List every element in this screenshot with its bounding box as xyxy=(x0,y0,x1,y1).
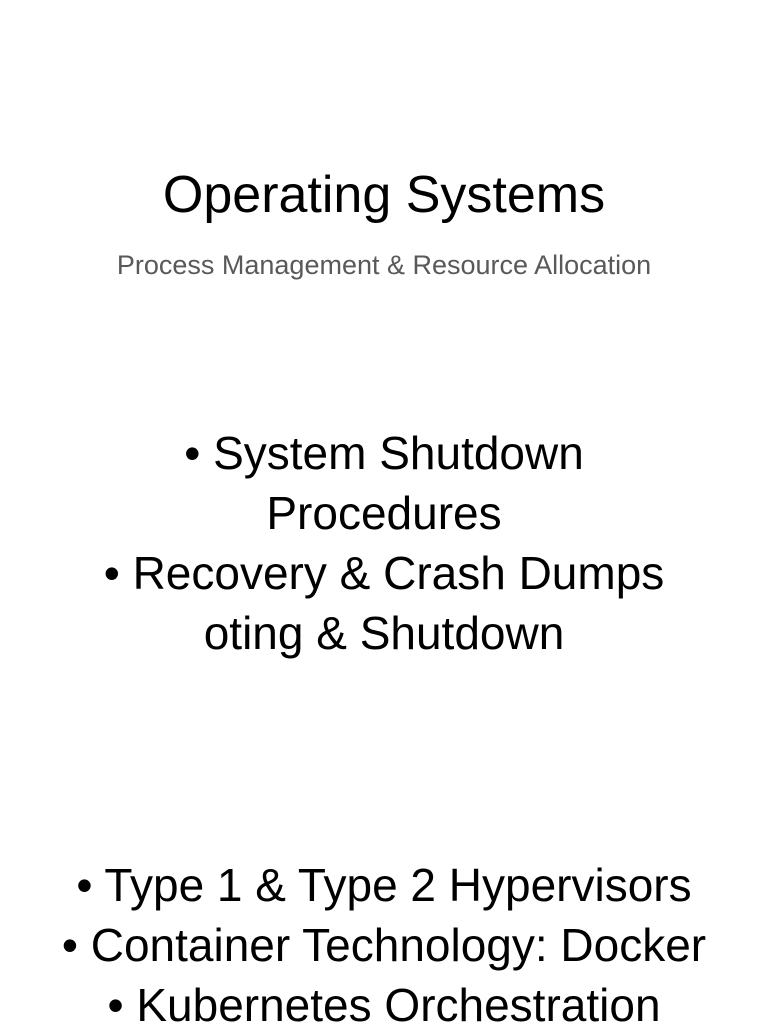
bullet-line: • Recovery & Crash Dumps xyxy=(103,547,665,599)
bullet-line: • Container Technology: Docker xyxy=(61,919,707,971)
bullet-block-shutdown xyxy=(0,423,768,663)
bullet-line: • System Shutdown xyxy=(184,427,584,479)
bullet-line-fragment: oting & Shutdown xyxy=(203,607,565,659)
bullet-line: • Kubernetes Orchestration xyxy=(107,979,661,1031)
bullet-line: • Type 1 & Type 2 Hypervisors xyxy=(76,859,692,911)
bullet-line-continuation: Procedures xyxy=(266,487,502,539)
slide-title: Operating Systems xyxy=(162,166,606,224)
slide-subtitle: Process Management & Resource Allocation xyxy=(116,250,652,280)
bullet-block-virtualization xyxy=(0,855,768,1035)
